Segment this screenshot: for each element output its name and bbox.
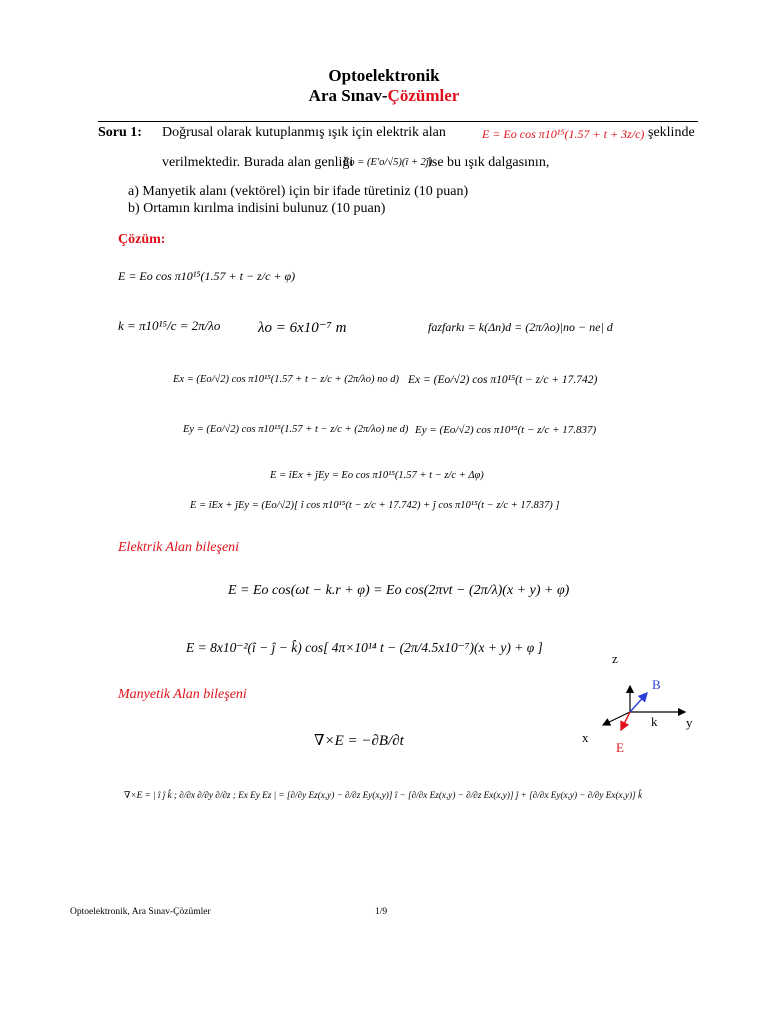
equation-electric-field-numeric: E = 8x10⁻²(î − ĵ − k̂) cos[ 4π×10¹⁴ t − (2π/4.5x10⁻⁷)(x + y) + φ ] [186,640,543,655]
solution-heading: Çözüm: [118,232,166,247]
equation-field-sum: E = îEx + ĵEy = Eo cos π10¹⁵(1.57 + t − z/c + Δφ) [270,470,484,481]
axis-y-label: y [686,715,693,730]
field-axes-diagram [575,650,705,760]
equation-faraday: ∇×E = −∂B/∂t [314,733,404,749]
axis-x-label: x [582,730,589,745]
subtitle-black: Ara Sınav- [308,86,388,105]
problem-line2-start: verilmektedir. Burada alan genliği [162,155,354,170]
footer-page-number: 1/9 [375,907,388,917]
b-vector-arrow [630,693,647,712]
equation-wavenumber: k = π10¹⁵/c = 2π/λo [118,318,221,333]
page-subtitle [0,86,768,106]
equation-ey-numeric: Ey = (Eo/√2) cos π10¹⁵(t − z/c + 17.837) [415,424,597,436]
vector-k-label: k [651,714,658,729]
equation-ey-general: Ey = (Eo/√2) cos π10¹⁵(1.57 + t − z/c + (2π/λo) ne d) [183,424,409,435]
subtitle-red: Çözümler [387,86,460,105]
equation-ex-numeric: Ex = (Eo/√2) cos π10¹⁵(t − z/c + 17.742) [408,374,598,386]
equation-ex-general: Ex = (Eo/√2) cos π10¹⁵(1.57 + t − z/c + (2π/λo) no d) [173,374,399,385]
vector-b-label: B [652,677,661,692]
equation-curl-determinant: ∇×E = | î ĵ k̂ ; ∂/∂x ∂/∂y ∂/∂z ; Ex Ey Ez | = [∂/∂y Ez(x,y) − ∂/∂z Ey(x,y)] î − [∂/∂x Ez(x,y) − ∂/∂z Ex(x,y)] ĵ + [∂/∂x Ey(x,y) − ∂/∂y Ex(x,y)] k̂ [124,790,643,800]
equation-wavelength: λo = 6x10⁻⁷ m [258,320,347,336]
problem-line2-end: ise bu ışık dalgasının, [428,155,550,170]
problem-line1-end: şeklinde [648,125,695,140]
magnetic-field-heading: Manyetik Alan bileşeni [118,687,247,702]
problem-label: Soru 1: [98,125,142,140]
equation-electric-field: E = Eo cos(ωt − k.r + φ) = Eo cos(2πνt − (2π/λ)(x + y) + φ) [228,583,570,598]
x-axis-arrow [603,712,630,725]
title-rule [98,121,698,122]
equation-phase-difference: fazfarkı = k(Δn)d = (2π/λo)|no − ne| d [428,320,613,334]
page-title: Optoelektronik [328,66,440,85]
footer-document-title: Optoelektronik, Ara Sınav-Çözümler [70,907,211,917]
problem-item-a: a) Manyetik alanı (vektörel) için bir ifade türetiniz (10 puan) [128,184,469,199]
problem-field-expression: E = Eo cos π10¹⁵(1.57 + t + 3z/c) [482,127,645,141]
vector-e-label: E [616,740,624,755]
equation-field-sum-numeric: E = îEx + ĵEy = (Eo/√2)[ î cos π10¹⁵(t − z/c + 17.742) + ĵ cos π10¹⁵(t − z/c + 17.837) ] [190,500,560,511]
problem-amplitude: Eo = (E'o/√5)(î + 2ĵ) [343,157,433,168]
axis-z-label: z [612,651,618,666]
equation-wave: E = Eo cos π10¹⁵(1.57 + t − z/c + φ) [118,269,296,283]
problem-item-b: b) Ortamın kırılma indisini bulunuz (10 puan) [128,201,386,216]
problem-line1-start: Doğrusal olarak kutuplanmış ışık için elektrik alan [162,125,446,140]
electric-field-heading: Elektrik Alan bileşeni [118,540,240,555]
